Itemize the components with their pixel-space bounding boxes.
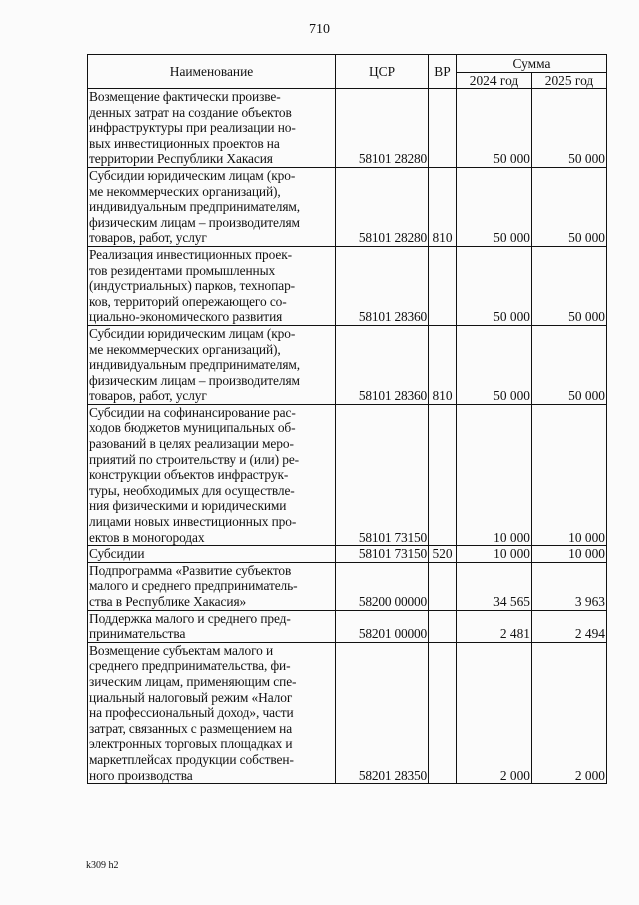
table-row bbox=[88, 167, 607, 246]
row-csr-cell: 58101 28360 bbox=[336, 246, 429, 325]
row-vr-cell: 810 bbox=[429, 325, 457, 404]
row-sum-2024-cell: 50 000 bbox=[457, 246, 532, 325]
table-row bbox=[88, 642, 607, 783]
table-row bbox=[88, 546, 607, 563]
row-sum-2024-cell: 50 000 bbox=[457, 167, 532, 246]
row-sum-2024-cell: 10 000 bbox=[457, 546, 532, 563]
row-csr-cell: 58101 73150 bbox=[336, 404, 429, 545]
budget-table bbox=[87, 54, 607, 784]
row-sum-2025-cell: 50 000 bbox=[532, 325, 607, 404]
row-vr-cell bbox=[429, 246, 457, 325]
footer-code: k309 h2 bbox=[86, 860, 119, 871]
row-sum-2025-cell: 50 000 bbox=[532, 89, 607, 168]
row-name-cell: Поддержка малого и среднего пред- принимательства bbox=[88, 610, 336, 642]
table-row bbox=[88, 610, 607, 642]
row-csr-cell: 58201 00000 bbox=[336, 610, 429, 642]
row-csr-cell: 58201 28350 bbox=[336, 642, 429, 783]
row-name-cell: Реализация инвестиционных проек- тов резидентами промышленных (индустриальных) парков, технопар- ков, территорий опережающего со- циально-экономического развития bbox=[88, 246, 336, 325]
row-sum-2024-cell: 34 565 bbox=[457, 562, 532, 610]
row-vr-cell: 520 bbox=[429, 546, 457, 563]
table-body bbox=[88, 89, 607, 784]
row-sum-2024-cell: 10 000 bbox=[457, 404, 532, 545]
row-name-cell: Возмещение субъектам малого и среднего предпринимательства, фи- зическим лицам, применяющим спе- циальный налоговый режим «Налог на профессиональный доход», части затрат, связанных с размещением на электронных торговых площадках и маркетплейсах продукции собствен- ного производства bbox=[88, 642, 336, 783]
row-sum-2024-cell: 50 000 bbox=[457, 325, 532, 404]
row-vr-cell bbox=[429, 562, 457, 610]
table-row bbox=[88, 404, 607, 545]
table-row bbox=[88, 325, 607, 404]
table-row bbox=[88, 89, 607, 168]
row-csr-cell: 58200 00000 bbox=[336, 562, 429, 610]
table-row bbox=[88, 562, 607, 610]
row-vr-cell bbox=[429, 89, 457, 168]
header-year-2025: 2025 год bbox=[532, 73, 607, 89]
row-sum-2024-cell: 2 481 bbox=[457, 610, 532, 642]
row-sum-2025-cell: 50 000 bbox=[532, 167, 607, 246]
row-name-cell: Субсидии юридическим лицам (кро- ме некоммерческих организаций), индивидуальным предпринимателям, физическим лицам – производителям товаров, работ, услуг bbox=[88, 325, 336, 404]
row-sum-2025-cell: 50 000 bbox=[532, 246, 607, 325]
row-sum-2025-cell: 3 963 bbox=[532, 562, 607, 610]
row-csr-cell: 58101 28360 bbox=[336, 325, 429, 404]
row-name-cell: Субсидии юридическим лицам (кро- ме некоммерческих организаций), индивидуальным предпринимателям, физическим лицам – производителям товаров, работ, услуг bbox=[88, 167, 336, 246]
row-vr-cell: 810 bbox=[429, 167, 457, 246]
row-csr-cell: 58101 73150 bbox=[336, 546, 429, 563]
header-year-2024: 2024 год bbox=[457, 73, 532, 89]
header-sum: Сумма bbox=[457, 55, 607, 73]
row-vr-cell bbox=[429, 642, 457, 783]
header-vr: ВР bbox=[429, 55, 457, 89]
page-number: 710 bbox=[309, 22, 330, 37]
row-csr-cell: 58101 28280 bbox=[336, 89, 429, 168]
row-vr-cell bbox=[429, 610, 457, 642]
row-sum-2025-cell: 10 000 bbox=[532, 404, 607, 545]
row-name-cell: Субсидии bbox=[88, 546, 336, 563]
header-csr: ЦСР bbox=[336, 55, 429, 89]
row-sum-2025-cell: 10 000 bbox=[532, 546, 607, 563]
row-sum-2025-cell: 2 494 bbox=[532, 610, 607, 642]
row-name-cell: Субсидии на софинансирование рас- ходов бюджетов муниципальных об- разований в целях реализации меро- приятий по строительству и (или) ре- конструкции объектов инфраструк- туры, необходимых для осуществле- ния физическими и юридическими лицами новых инвестиционных про- ектов в моногородах bbox=[88, 404, 336, 545]
row-name-cell: Подпрограмма «Развитие субъектов малого и среднего предприниматель- ства в Республике Хакасия» bbox=[88, 562, 336, 610]
row-csr-cell: 58101 28280 bbox=[336, 167, 429, 246]
table-row bbox=[88, 246, 607, 325]
row-vr-cell bbox=[429, 404, 457, 545]
header-name: Наименование bbox=[88, 55, 336, 89]
row-name-cell: Возмещение фактически произве- денных затрат на создание объектов инфраструктуры при реализации но- вых инвестиционных проектов на территории Республики Хакасия bbox=[88, 89, 336, 168]
row-sum-2024-cell: 50 000 bbox=[457, 89, 532, 168]
row-sum-2025-cell: 2 000 bbox=[532, 642, 607, 783]
row-sum-2024-cell: 2 000 bbox=[457, 642, 532, 783]
